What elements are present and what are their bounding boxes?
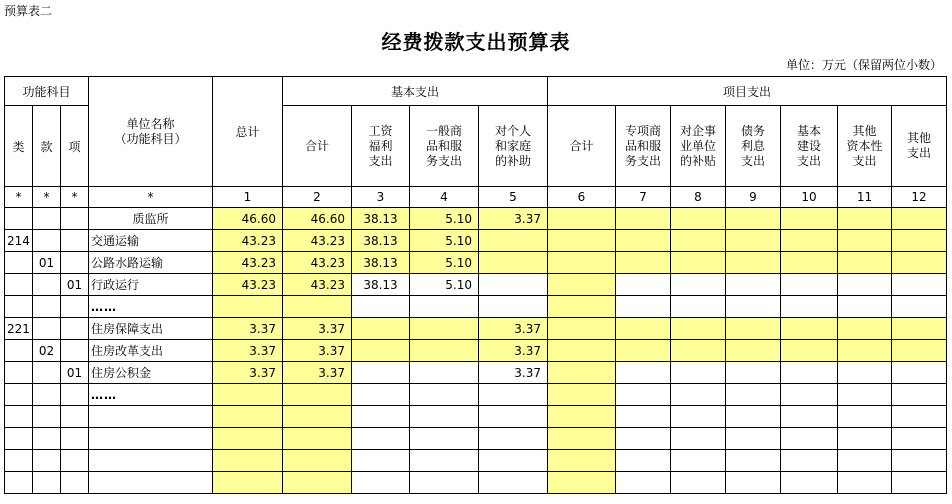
amount-cell — [410, 406, 479, 428]
xiang-cell — [61, 318, 89, 340]
amount-cell — [548, 340, 616, 362]
basic-col-header-3-line: 一般商 — [425, 123, 462, 138]
amount-cell — [213, 472, 283, 494]
amount-cell — [616, 274, 671, 296]
lei-cell — [5, 406, 33, 428]
amount-cell — [410, 450, 479, 472]
basic-col-header-4 — [479, 106, 548, 187]
amount-cell — [781, 274, 838, 296]
amount-cell — [671, 406, 726, 428]
amount-cell — [479, 428, 548, 450]
basic-col-header-4-line: 和家庭 — [494, 138, 531, 153]
amount-cell — [892, 252, 947, 274]
amount-cell — [352, 296, 410, 318]
amount-cell — [616, 340, 671, 362]
column-number: 1 — [213, 187, 283, 208]
budget-table — [4, 76, 947, 494]
unit-name-cell — [89, 472, 213, 494]
basic-col-header-3 — [410, 106, 479, 187]
amount-cell — [892, 208, 947, 230]
kuan-cell — [33, 406, 61, 428]
amount-cell — [548, 428, 616, 450]
star-mark: * — [5, 187, 33, 208]
basic-col-header-4-line: 对个人 — [494, 123, 531, 138]
amount-cell — [781, 296, 838, 318]
amount-cell — [781, 406, 838, 428]
xiang-cell: 01 — [61, 362, 89, 384]
xiang-cell — [61, 208, 89, 230]
xiang-cell — [61, 252, 89, 274]
amount-cell: 43.23 — [213, 252, 283, 274]
unit-note: 单位：万元（保留两位小数） — [785, 58, 942, 72]
unit-name-cell: …… — [89, 296, 213, 318]
amount-cell — [726, 362, 781, 384]
lei-cell — [5, 208, 33, 230]
amount-cell: 3.37 — [283, 340, 352, 362]
amount-cell — [352, 340, 410, 362]
table-row — [5, 472, 947, 494]
project-col-header-2-line: 专项商 — [624, 123, 661, 138]
amount-cell — [781, 230, 838, 252]
project-col-header-5-line: 支出 — [796, 153, 821, 168]
column-number: 11 — [838, 187, 892, 208]
amount-cell — [616, 472, 671, 494]
unit-name-cell — [89, 450, 213, 472]
amount-cell: 38.13 — [352, 230, 410, 252]
project-col-header-4-line: 债务 — [740, 123, 765, 138]
project-col-header-3-line: 业单位 — [679, 138, 716, 153]
amount-cell — [671, 318, 726, 340]
amount-cell: 3.37 — [213, 362, 283, 384]
amount-cell — [616, 428, 671, 450]
header-row-1 — [5, 77, 947, 106]
amount-cell — [616, 406, 671, 428]
project-col-header-7 — [892, 106, 947, 187]
amount-cell — [410, 362, 479, 384]
amount-cell — [781, 208, 838, 230]
amount-cell — [671, 208, 726, 230]
amount-cell — [616, 384, 671, 406]
column-number: 8 — [671, 187, 726, 208]
amount-cell — [548, 450, 616, 472]
xiang-cell: 01 — [61, 274, 89, 296]
amount-cell — [671, 450, 726, 472]
table-row — [5, 450, 947, 472]
amount-cell: 5.10 — [410, 252, 479, 274]
amount-cell — [352, 318, 410, 340]
kuan-cell — [33, 318, 61, 340]
xiang-cell — [61, 296, 89, 318]
amount-cell: 43.23 — [213, 230, 283, 252]
amount-cell — [726, 296, 781, 318]
kuan-cell — [33, 384, 61, 406]
project-col-header-3 — [671, 106, 726, 187]
project-col-header-4 — [726, 106, 781, 187]
project-expense-header: 项目支出 — [548, 77, 947, 106]
amount-cell — [548, 384, 616, 406]
project-col-header-7-line: 支出 — [906, 146, 931, 160]
lei-cell — [5, 340, 33, 362]
amount-cell — [838, 406, 892, 428]
amount-cell — [213, 296, 283, 318]
func-subject-header: 功能科目 — [5, 77, 89, 106]
project-col-header-6-line: 支出 — [852, 153, 877, 168]
basic-col-header-4-line: 的补助 — [494, 153, 531, 168]
unit-name-cell — [89, 406, 213, 428]
amount-cell — [781, 362, 838, 384]
amount-cell — [479, 296, 548, 318]
amount-cell — [548, 274, 616, 296]
amount-cell: 46.60 — [283, 208, 352, 230]
amount-cell — [726, 318, 781, 340]
kuan-cell — [33, 230, 61, 252]
table-row — [5, 296, 947, 318]
amount-cell — [479, 274, 548, 296]
amount-cell — [726, 428, 781, 450]
project-col-header-5-line: 建设 — [796, 138, 821, 153]
amount-cell: 3.37 — [283, 362, 352, 384]
amount-cell: 3.37 — [479, 340, 548, 362]
amount-cell — [781, 472, 838, 494]
amount-cell — [892, 230, 947, 252]
project-col-header-2-line: 务支出 — [624, 153, 661, 168]
amount-cell — [283, 472, 352, 494]
lei-cell — [5, 428, 33, 450]
amount-cell — [410, 318, 479, 340]
table-row — [5, 406, 947, 428]
amount-cell: 38.13 — [352, 274, 410, 296]
amount-cell — [671, 340, 726, 362]
amount-cell — [671, 384, 726, 406]
amount-cell: 5.10 — [410, 230, 479, 252]
lei-cell: 214 — [5, 230, 33, 252]
project-col-header-6-line: 其他 — [852, 123, 877, 138]
amount-cell — [548, 230, 616, 252]
amount-cell — [838, 384, 892, 406]
amount-cell — [726, 252, 781, 274]
project-col-header-3-line: 的补贴 — [679, 153, 716, 168]
amount-cell — [283, 450, 352, 472]
amount-cell — [548, 318, 616, 340]
amount-cell — [781, 450, 838, 472]
amount-cell — [616, 208, 671, 230]
amount-cell: 3.37 — [213, 340, 283, 362]
star-mark: * — [89, 187, 213, 208]
basic-col-header-2-line: 福利 — [368, 138, 393, 153]
amount-cell — [671, 472, 726, 494]
amount-cell — [838, 450, 892, 472]
amount-cell — [616, 318, 671, 340]
amount-cell — [838, 230, 892, 252]
amount-cell — [892, 472, 947, 494]
amount-cell — [213, 450, 283, 472]
amount-cell — [479, 472, 548, 494]
unit-name-cell: 交通运输 — [89, 230, 213, 252]
column-number: 2 — [283, 187, 352, 208]
amount-cell — [548, 296, 616, 318]
amount-cell — [781, 384, 838, 406]
amount-cell: 3.37 — [479, 208, 548, 230]
amount-cell — [838, 252, 892, 274]
amount-cell — [479, 450, 548, 472]
total-header: 总计 — [213, 77, 283, 187]
amount-cell — [548, 208, 616, 230]
amount-cell — [781, 252, 838, 274]
column-number: 5 — [479, 187, 548, 208]
xiang-cell — [61, 450, 89, 472]
amount-cell: 38.13 — [352, 252, 410, 274]
project-col-header-1-line: 合计 — [569, 138, 594, 153]
project-col-header-2-line: 品和服 — [624, 138, 661, 153]
amount-cell — [352, 472, 410, 494]
amount-cell — [838, 472, 892, 494]
table-row — [5, 230, 947, 252]
amount-cell — [283, 384, 352, 406]
basic-col-header-1-line: 合计 — [304, 138, 329, 153]
project-col-header-3-line: 对企事 — [679, 123, 716, 138]
unit-name-cell: …… — [89, 384, 213, 406]
amount-cell — [410, 428, 479, 450]
amount-cell — [726, 384, 781, 406]
amount-cell — [213, 428, 283, 450]
amount-cell — [781, 428, 838, 450]
amount-cell — [892, 296, 947, 318]
amount-cell — [479, 252, 548, 274]
amount-cell — [616, 296, 671, 318]
basic-expense-header: 基本支出 — [283, 77, 548, 106]
amount-cell — [616, 362, 671, 384]
xiang-cell — [61, 230, 89, 252]
column-number: 6 — [548, 187, 616, 208]
kuan-cell — [33, 296, 61, 318]
lei-cell — [5, 362, 33, 384]
amount-cell: 43.23 — [213, 274, 283, 296]
amount-cell: 5.10 — [410, 274, 479, 296]
project-col-header-6-line: 资本性 — [846, 138, 883, 153]
amount-cell — [726, 406, 781, 428]
amount-cell — [479, 384, 548, 406]
amount-cell — [671, 252, 726, 274]
amount-cell — [548, 406, 616, 428]
amount-cell — [410, 472, 479, 494]
kuan-cell — [33, 208, 61, 230]
xiang-cell — [61, 340, 89, 362]
amount-cell — [838, 274, 892, 296]
amount-cell: 3.37 — [283, 318, 352, 340]
column-number: 10 — [781, 187, 838, 208]
amount-cell: 38.13 — [352, 208, 410, 230]
basic-col-header-1 — [283, 106, 352, 187]
unit-name-cell — [89, 428, 213, 450]
project-col-header-1 — [548, 106, 616, 187]
column-number: 7 — [616, 187, 671, 208]
amount-cell: 3.37 — [213, 318, 283, 340]
column-number: 3 — [352, 187, 410, 208]
amount-cell — [892, 362, 947, 384]
unit-name-cell: 质监所 — [89, 208, 213, 230]
amount-cell — [892, 450, 947, 472]
amount-cell — [781, 318, 838, 340]
unit-name-cell: 住房公积金 — [89, 362, 213, 384]
amount-cell — [892, 428, 947, 450]
amount-cell — [726, 472, 781, 494]
table-body — [5, 77, 947, 494]
amount-cell: 43.23 — [283, 230, 352, 252]
amount-cell — [671, 362, 726, 384]
amount-cell — [213, 384, 283, 406]
lei-cell — [5, 252, 33, 274]
amount-cell — [892, 274, 947, 296]
basic-col-header-2-line: 支出 — [368, 153, 393, 168]
amount-cell — [726, 340, 781, 362]
amount-cell — [671, 428, 726, 450]
amount-cell — [616, 230, 671, 252]
xiang-cell — [61, 428, 89, 450]
kuan-header: 款 — [33, 106, 61, 187]
amount-cell — [838, 362, 892, 384]
amount-cell — [838, 208, 892, 230]
table-row — [5, 428, 947, 450]
column-number: 9 — [726, 187, 781, 208]
unit-name-cell: 住房改革支出 — [89, 340, 213, 362]
unit-name-header — [89, 77, 213, 187]
page-title: 经费拨款支出预算表 — [381, 30, 571, 54]
basic-col-header-2 — [352, 106, 410, 187]
basic-col-header-3-line: 品和服 — [425, 138, 462, 153]
project-col-header-2 — [616, 106, 671, 187]
unit-name-cell: 住房保障支出 — [89, 318, 213, 340]
amount-cell — [479, 230, 548, 252]
project-col-header-6 — [838, 106, 892, 187]
project-col-header-7-line: 其他 — [906, 131, 931, 145]
kuan-cell — [33, 472, 61, 494]
amount-cell: 43.23 — [283, 274, 352, 296]
lei-cell: 221 — [5, 318, 33, 340]
column-number: 12 — [892, 187, 947, 208]
amount-cell — [726, 230, 781, 252]
unit-name-cell: 公路水路运输 — [89, 252, 213, 274]
amount-cell — [283, 406, 352, 428]
amount-cell — [352, 384, 410, 406]
amount-cell — [352, 450, 410, 472]
amount-cell — [213, 406, 283, 428]
amount-cell — [892, 318, 947, 340]
star-mark: * — [61, 187, 89, 208]
amount-cell — [352, 428, 410, 450]
amount-cell — [892, 384, 947, 406]
column-number: 4 — [410, 187, 479, 208]
lei-cell — [5, 384, 33, 406]
amount-cell — [410, 340, 479, 362]
table-row — [5, 384, 947, 406]
project-col-header-5-line: 基本 — [796, 123, 821, 138]
amount-cell — [616, 252, 671, 274]
kuan-cell: 01 — [33, 252, 61, 274]
lei-header: 类 — [5, 106, 33, 187]
amount-cell: 5.10 — [410, 208, 479, 230]
amount-cell — [548, 362, 616, 384]
table-row — [5, 274, 947, 296]
kuan-cell — [33, 274, 61, 296]
amount-cell — [726, 208, 781, 230]
corner-label: 预算表二 — [4, 4, 53, 18]
amount-cell — [838, 318, 892, 340]
amount-cell — [616, 450, 671, 472]
table-row — [5, 208, 947, 230]
unit-name-line2: （功能科目） — [114, 131, 187, 146]
amount-cell: 43.23 — [283, 252, 352, 274]
amount-cell — [410, 296, 479, 318]
lei-cell — [5, 296, 33, 318]
amount-cell — [352, 362, 410, 384]
amount-cell — [548, 472, 616, 494]
basic-col-header-2-line: 工资 — [368, 123, 393, 138]
amount-cell — [838, 340, 892, 362]
amount-cell — [671, 230, 726, 252]
amount-cell — [892, 340, 947, 362]
amount-cell — [726, 274, 781, 296]
table-row — [5, 318, 947, 340]
table-row — [5, 362, 947, 384]
xiang-cell — [61, 472, 89, 494]
amount-cell — [352, 406, 410, 428]
amount-cell — [283, 296, 352, 318]
kuan-cell: 02 — [33, 340, 61, 362]
table-row — [5, 340, 947, 362]
table-row — [5, 252, 947, 274]
amount-cell: 3.37 — [479, 318, 548, 340]
amount-cell — [671, 296, 726, 318]
lei-cell — [5, 274, 33, 296]
amount-cell — [671, 274, 726, 296]
xiang-cell — [61, 384, 89, 406]
amount-cell — [410, 384, 479, 406]
amount-cell — [838, 296, 892, 318]
project-col-header-4-line: 利息 — [740, 138, 765, 153]
kuan-cell — [33, 362, 61, 384]
unit-name-line1: 单位名称 — [126, 116, 175, 131]
kuan-cell — [33, 428, 61, 450]
amount-cell — [781, 340, 838, 362]
amount-cell — [892, 406, 947, 428]
header-row-3 — [5, 187, 947, 208]
amount-cell — [726, 450, 781, 472]
amount-cell — [479, 406, 548, 428]
amount-cell — [838, 428, 892, 450]
xiang-cell — [61, 406, 89, 428]
unit-name-cell: 行政运行 — [89, 274, 213, 296]
basic-col-header-3-line: 务支出 — [425, 153, 462, 168]
lei-cell — [5, 450, 33, 472]
project-col-header-4-line: 支出 — [740, 153, 765, 168]
amount-cell — [283, 428, 352, 450]
xiang-header: 项 — [61, 106, 89, 187]
amount-cell: 3.37 — [479, 362, 548, 384]
star-mark: * — [33, 187, 61, 208]
amount-cell: 46.60 — [213, 208, 283, 230]
project-col-header-5 — [781, 106, 838, 187]
amount-cell — [548, 252, 616, 274]
kuan-cell — [33, 450, 61, 472]
lei-cell — [5, 472, 33, 494]
